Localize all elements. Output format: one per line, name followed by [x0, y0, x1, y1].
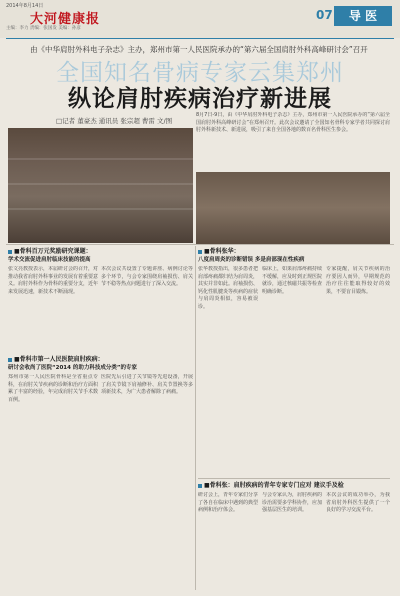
section-4-heading: ■骨科张：肩肘疾病的青年专家专门应对 建议手及检 [198, 480, 390, 489]
bullet-icon [8, 250, 12, 254]
newspaper-logo: 大河健康报 [30, 12, 101, 27]
section-3-text-c: 专家提醒，肩关节疾病的治疗要因人而异，早期规范的治疗往往能取得较好的效果，不要盲目锻炼。 [326, 266, 390, 295]
section-3-heading: ■骨科张华： 八度肩周炎的诊断错误 多是肩部现在性疾病 [198, 246, 390, 263]
bullet-icon [198, 484, 202, 488]
section-4-text-b: 与会专家认为，肩肘疾病的诊治需要多学科协作，应加强基层医生的培训。 [262, 492, 322, 513]
conference-photo-secondary [196, 172, 390, 244]
article-intro: 由《中华肩肘外科电子杂志》主办，郑州市第一人民医院承办的“第六届全国肩肘外科高峰研讨会”召开 [30, 45, 368, 54]
section-1-text: 张文亮教授表示，本届研讨会的召开，对推动我省肩肘外科事业的发展有着重要意义。肩肘外科作为骨科的重要分支，近年来发展迅速，新技术不断涌现。 [8, 266, 98, 295]
lead-paragraph: 8月7日-9日，由《中华肩肘外科电子杂志》主办，郑州市第一人民医院承办的“第六届全国肩肘外科高峰研讨会”在郑州召开。此次会议邀请了全国知名骨科专家学者共同探讨肩肘外科新技术、新进展，吸引了来自全国各地的数百名骨科医生参会。 [196, 112, 390, 133]
page-number: 07 [316, 8, 333, 22]
section-4-text-c: 本次会议的成功举办，为我省肩肘外科医生提供了一个良好的学习交流平台。 [326, 492, 390, 513]
section-2-text: 郑州市第一人民医院骨科是全省重点专科，在肩肘关节疾病的诊断和治疗方面积累了丰富的经验，年完成肩肘关节手术数百例。 [8, 374, 98, 403]
section-3-text: 张华教授指出，很多患者把肩部疼痛都归结为肩周炎，其实并非如此。肩袖损伤、钙化性肌腱炎等疾病的症状与肩周炎相似，容易被误诊。 [198, 266, 258, 310]
column-divider [195, 246, 196, 590]
section-2-text-b: 医院先后引进了关节镜等先进设备，开展了肩关节镜下肩袖修补、肩关节置换等多项新技术，为广大患者解除了病痛。 [101, 374, 193, 395]
conference-photo [8, 128, 193, 243]
divider [6, 244, 394, 245]
issue-date: 2014年8月14日 [6, 3, 44, 9]
section-1-heading: ■骨科百万元奖励研究课题： 学术交流促进肩肘临床技能的提高 [8, 246, 193, 263]
section-4-text: 研讨会上，青年专家们分享了各自在临床中遇到的典型病例和治疗体会。 [198, 492, 258, 513]
section-3-text-b: 临床上，如果肩部疼痛持续不缓解，应及时到正规医院就诊，通过核磁共振等检查明确诊断。 [262, 266, 322, 295]
section-1-text-b: 本次会议共设置了专题讲座、病例讨论等多个环节，与会专家围绕肩袖损伤、肩关节不稳等热点问题进行了深入交流。 [101, 266, 193, 287]
section-3-subheading: 八度肩周炎的诊断错误 多是肩部现在性疾病 [198, 257, 305, 263]
editor-credits: 主编：李力 责编：张国发 美编：孙彦 [6, 26, 81, 31]
header-rule [6, 38, 394, 39]
byline: □记者 董豪杰 通讯员 张宗超 曹雷 文/图 [56, 117, 173, 125]
section-tab: 导 医 [334, 6, 392, 26]
section-1-subheading: 学术交流促进肩肘临床技能的提高 [8, 257, 91, 263]
headline-secondary: 纵论肩肘疾病治疗新进展 [68, 85, 332, 112]
bullet-icon [8, 358, 12, 362]
section-2-heading: ■骨科市第一人民医院肩肘疾病： 研讨会收尚了医院“2014 的助力科技成分类”的专家 [8, 354, 193, 371]
section-2-subheading: 研讨会收尚了医院“2014 的助力科技成分类”的专家 [8, 365, 137, 371]
headline-primary: 全国知名骨病专家云集郑州 [56, 60, 344, 86]
bullet-icon [198, 250, 202, 254]
divider [198, 478, 390, 479]
